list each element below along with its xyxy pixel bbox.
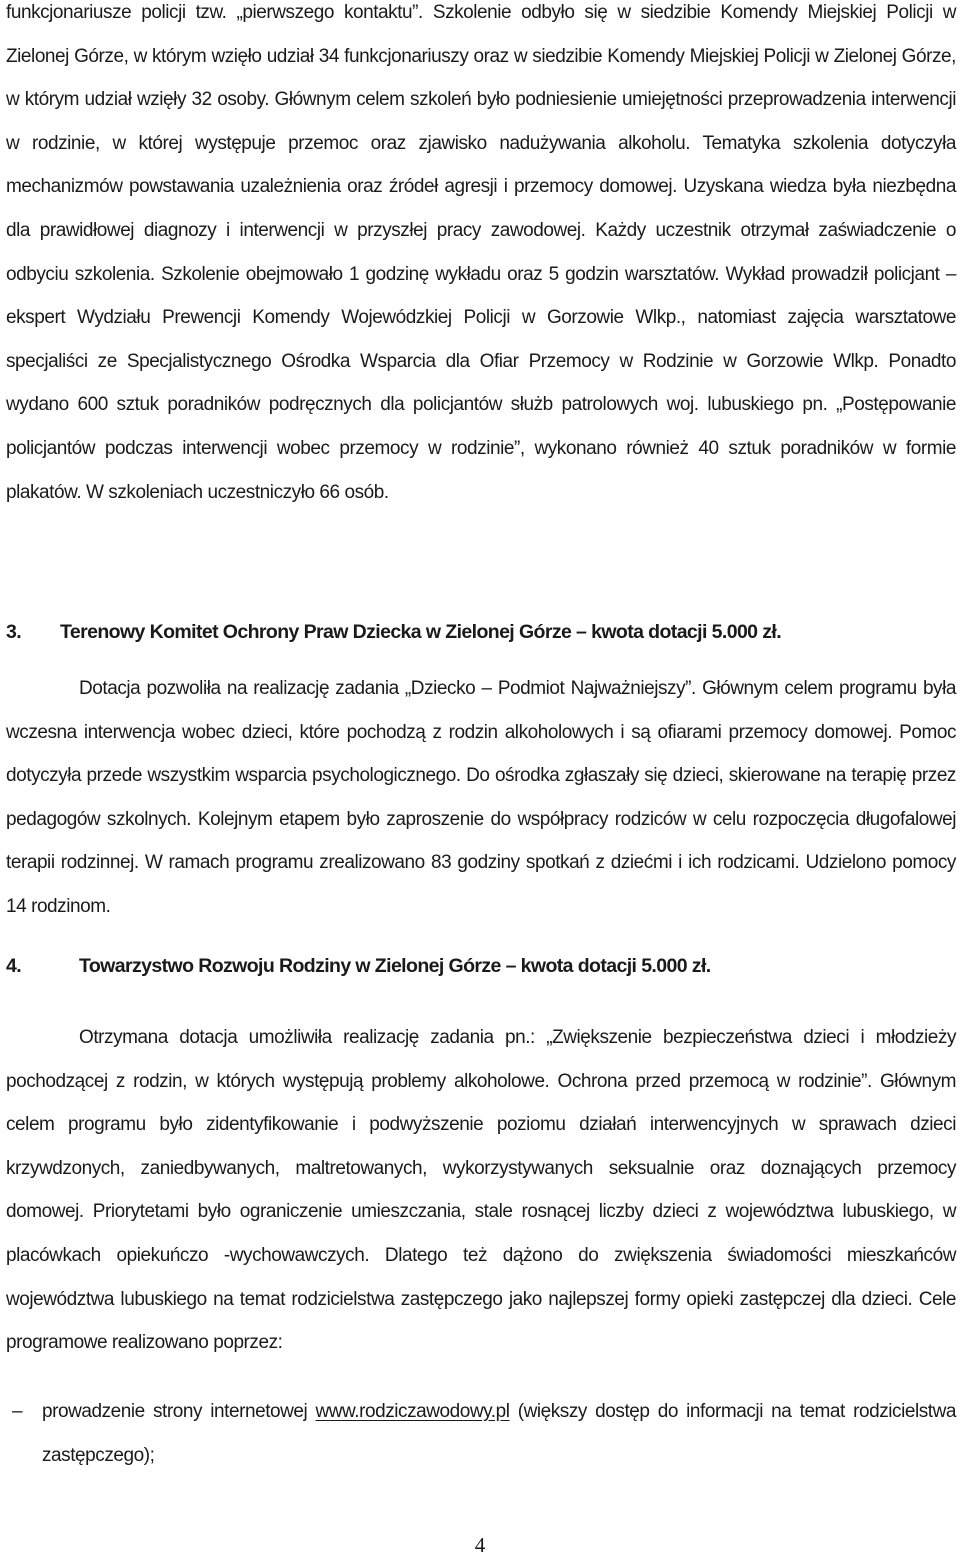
section-number-4: 4. [6, 955, 22, 977]
section-number-3: 3. [6, 621, 22, 643]
bullet-text-after-link: (większy dostęp do informacji na temat rodzicielstwa zastępczego); [42, 1401, 956, 1466]
page-number: 4 [474, 1533, 486, 1557]
section-title-3: Terenowy Komitet Ochrony Praw Dziecka w Zielonej Górze – kwota dotacji 5.000 zł. [60, 621, 782, 643]
section-heading-3 [6, 611, 956, 655]
website-link[interactable]: www.rodziczawodowy.pl [315, 1401, 510, 1422]
paragraph-section-3: Dotacja pozwoliła na realizację zadania „Dziecko – Podmiot Najważniejszy”. Głównym celem programu była wczesna interwencja wobec dzieci, które pochodzą z rodzin alkoholowych i są ofiarami przemocy domowej. Pomoc dotyczyła przede wszystkim wsparcia psychologicznego. Do ośrodka zgłaszały się dzieci, skierowane na terapię przez pedagogów szkolnych. Kolejnym etapem było zaproszenie do współpracy rodziców w celu rozpoczęcia długofalowej terapii rodzinnej. W ramach programu zrealizowano 83 godziny spotkań z dziećmi i ich rodzicami. Udzielono pomocy 14 rodzinom. [6, 678, 956, 917]
paragraph-police-training: funkcjonariusze policji tzw. „pierwszego kontaktu”. Szkolenie odbyło się w siedzibie Komendy Miejskiej Policji w Zielonej Górze, w którym wzięło udział 34 funkcjonariuszy oraz w siedzibie Komendy Miejskiej Policji w Zielonej Górze, w którym udział wzięły 32 osoby. Głównym celem szkoleń było podniesienie umiejętności przeprowadzenia interwencji w rodzinie, w której występuje przemoc oraz zjawisko nadużywania alkoholu. Tematyka szkolenia dotyczyła mechanizmów powstawania uzależnienia oraz źródeł agresji i przemocy domowej. Uzyskana wiedza była niezbędna dla prawidłowej diagnozy i interwencji w przyszłej pracy zawodowej. Każdy uczestnik otrzymał zaświadczenie o odbyciu szkolenia. Szkolenie obejmowało 1 godzinę wykładu oraz 5 godzin warsztatów. Wykład prowadził policjant – ekspert Wydziału Prewencji Komendy Wojewódzkiej Policji w Gorzowie Wlkp., natomiast zajęcia warsztatowe specjaliści ze Specjalistycznego Ośrodka Wsparcia dla Ofiar Przemocy w Rodzinie w Gorzowie Wlkp. Ponadto wydano 600 sztuk poradników podręcznych dla policjantów służb patrolowych woj. lubuskiego pn. „Postępowanie policjantów podczas interwencji wobec przemocy w rodzinie”, wykonano również 40 sztuk poradników w formie plakatów. W szkoleniach uczestniczyło 66 osób. [6, 2, 956, 503]
paragraph-section-4: Otrzymana dotacja umożliwiła realizację zadania pn.: „Zwiększenie bezpieczeństwa dzieci i młodzieży pochodzącej z rodzin, w których występują problemy alkoholowe. Ochrona przed przemocą w rodzinie”. Głównym celem programu było zidentyfikowanie i podwyższenie poziomu działań interwencyjnych w sprawach dzieci krzywdzonych, zaniedbywanych, maltretowanych, wykorzystywanych seksualnie oraz doznających przemocy domowej. Priorytetami było ograniczenie umieszczania, stale rosnącej liczby dzieci z województwa lubuskiego, w placówkach opiekuńczo -wychowawczych. Dlatego też dążono do zwiększenia świadomości mieszkańców województwa lubuskiego na temat rodzicielstwa zastępczego jako najlepszej formy opieki zastępczej dla dzieci. Cele programowe realizowano poprzez: [6, 1027, 956, 1354]
bullet-item-website [6, 1390, 956, 1477]
bullet-dash: – [11, 1401, 23, 1422]
bullet-text-before-link: prowadzenie strony internetowej [42, 1401, 316, 1422]
section-heading-4 [6, 945, 956, 989]
bullet-text [42, 1390, 956, 1477]
section-title-4: Towarzystwo Rozwoju Rodziny w Zielonej Górze – kwota dotacji 5.000 zł. [79, 955, 711, 977]
